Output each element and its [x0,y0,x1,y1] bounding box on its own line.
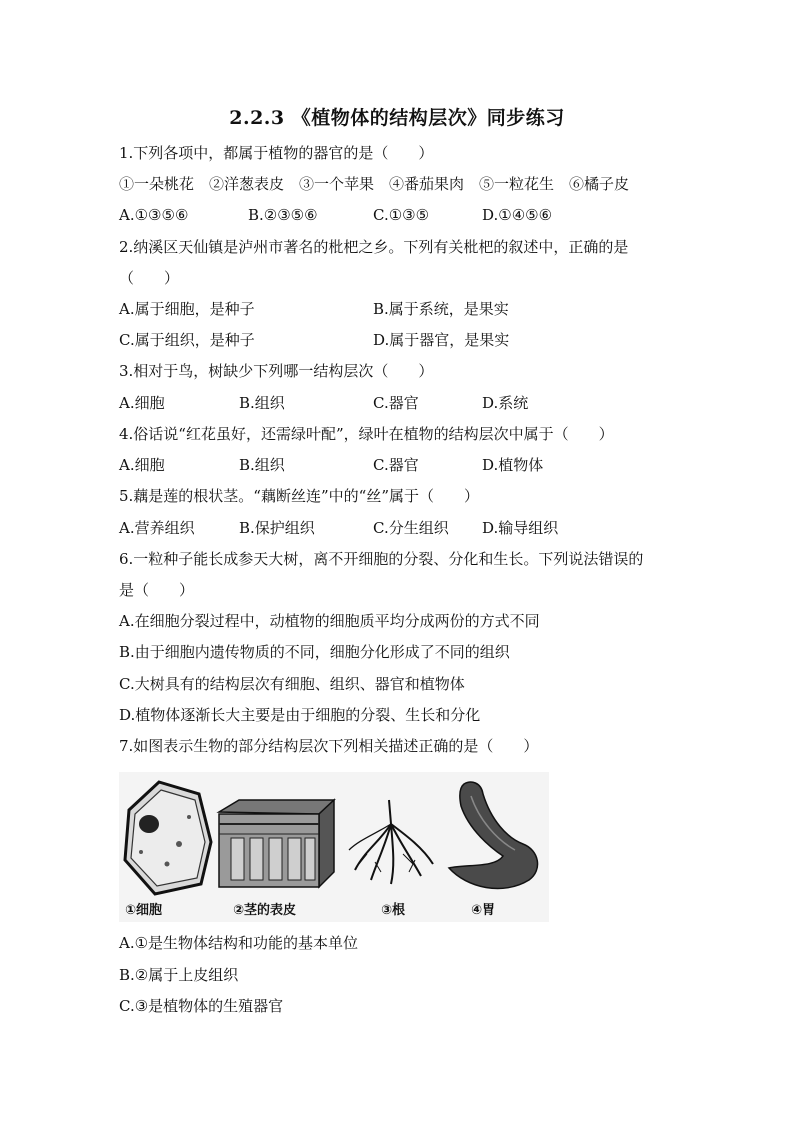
option-a: A.细胞 [119,394,165,412]
question-7-stem: 7.如图表示生物的部分结构层次下列相关描述正确的是（ ） [119,737,539,755]
question-5-stem: 5.藕是莲的根状茎。“藕断丝连”中的“丝”属于（ ） [119,487,479,505]
question-7-option-b: B.②属于上皮组织 [119,966,239,984]
root-drawing [349,800,433,884]
option-c: C.①③⑤ [373,206,430,224]
option-c: C.分生组织 [373,519,449,537]
question-4-stem: 4.俗话说“红花虽好，还需绿叶配”，绿叶在植物的结构层次中属于（ ） [119,425,614,443]
question-6-option-b: B.由于细胞内遗传物质的不同，细胞分化形成了不同的组织 [119,643,510,661]
question-2-stem-cont: （ ） [119,269,180,287]
figure-label-cell: ①细胞 [125,903,163,918]
figure-label-root: ③根 [381,903,406,918]
option-c: C.器官 [373,394,419,412]
option-c: C.属于组织，是种子 [119,331,255,349]
option-d: D.植物体 [482,456,544,474]
plant-cell-drawing [125,782,211,894]
stomach-drawing [449,782,538,888]
question-2-stem: 2.纳溪区天仙镇是泸州市著名的枇杷之乡。下列有关枇杷的叙述中，正确的是 [119,238,629,256]
option-a: A.营养组织 [119,519,195,537]
question-3-stem: 3.相对于鸟，树缺少下列哪一结构层次（ ） [119,362,434,380]
option-a: A.①③⑤⑥ [119,206,189,224]
option-b: B.组织 [239,394,285,412]
question-6-stem-cont: 是（ ） [119,581,195,599]
question-7-option-a: A.①是生物体结构和功能的基本单位 [119,934,359,952]
option-a: A.属于细胞，是种子 [119,300,255,318]
option-d: D.属于器官，是果实 [373,331,510,349]
question-7-option-c: C.③是植物体的生殖器官 [119,997,284,1015]
figure-label-stem-epidermis: ②茎的表皮 [233,903,297,918]
option-d: D.系统 [482,394,529,412]
structure-levels-figure [119,772,549,922]
option-b: B.保护组织 [239,519,315,537]
option-d: D.①④⑤⑥ [482,206,553,224]
question-1-stem: 1.下列各项中，都属于植物的器官的是（ ） [119,144,434,162]
option-d: D.输导组织 [482,519,559,537]
figure-label-stomach: ④胃 [471,903,496,918]
question-6-option-d: D.植物体逐渐长大主要是由于细胞的分裂、生长和分化 [119,706,481,724]
option-b: B.属于系统，是果实 [373,300,509,318]
question-6-option-a: A.在细胞分裂过程中，动植物的细胞质平均分成两份的方式不同 [119,612,540,630]
worksheet-title: 2.2.3 《植物体的结构层次》同步练习 [229,107,565,129]
question-6-option-c: C.大树具有的结构层次有细胞、组织、器官和植物体 [119,675,465,693]
option-a: A.细胞 [119,456,165,474]
option-c: C.器官 [373,456,419,474]
question-6-stem: 6.一粒种子能长成参天大树，离不开细胞的分裂、分化和生长。下列说法错误的 [119,550,644,568]
option-b: B.②③⑤⑥ [248,206,318,224]
stem-epidermis-drawing [219,800,334,887]
question-1-items: ①一朵桃花 ②洋葱表皮 ③一个苹果 ④番茄果肉 ⑤一粒花生 ⑥橘子皮 [119,175,630,193]
option-b: B.组织 [239,456,285,474]
